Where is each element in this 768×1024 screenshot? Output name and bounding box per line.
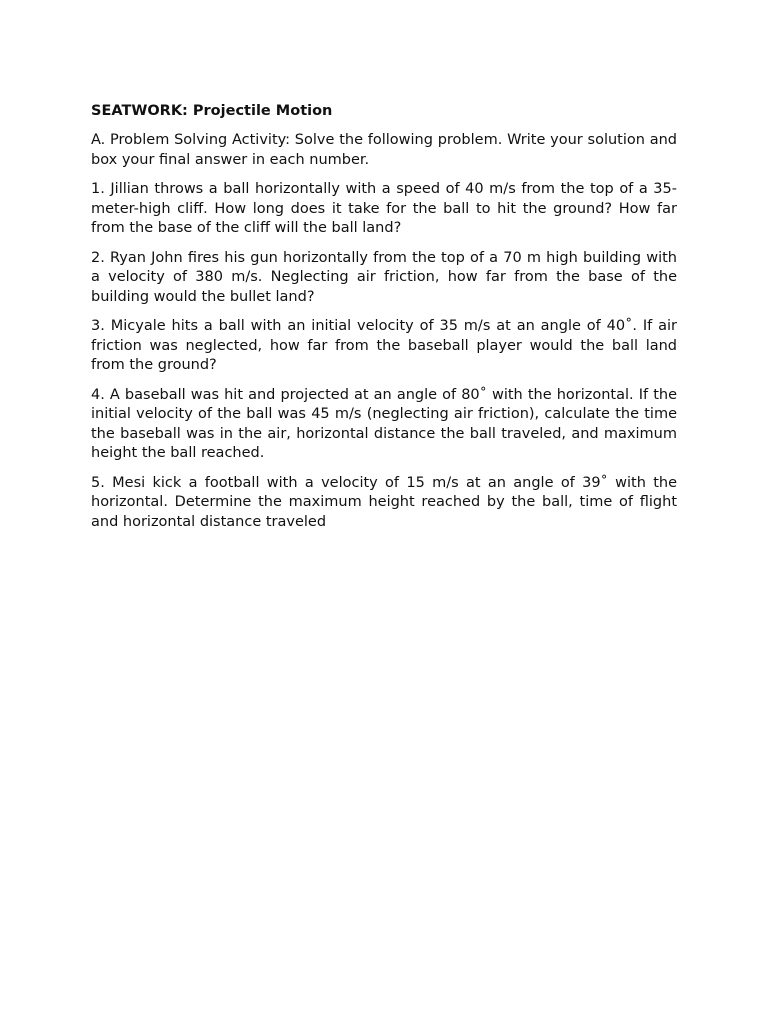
instructions-paragraph: A. Problem Solving Activity: Solve the following problem. Write your solution and box your final answer in each number. — [91, 132, 677, 168]
problem-3: 3. Micyale hits a ball with an initial velocity of 35 m/s at an angle of 40˚. If air friction was neglected, how far from the baseball player would the ball land from the ground? — [91, 318, 677, 373]
document-title: SEATWORK: Projectile Motion — [91, 103, 333, 119]
document-body — [91, 101, 677, 542]
problem-1: 1. Jillian throws a ball horizontally with a speed of 40 m/s from the top of a 35-meter-high cliff. How long does it take for the ball to hit the ground? How far from the base of the cliff will the ball land? — [91, 181, 677, 236]
problem-5: 5. Mesi kick a football with a velocity of 15 m/s at an angle of 39˚ with the horizontal. Determine the maximum height reached by the ball, time of flight and horizontal distance traveled — [91, 474, 677, 530]
problem-2: 2. Ryan John fires his gun horizontally from the top of a 70 m high building with a velocity of 380 m/s. Neglecting air friction, how far from the base of the building would the bullet land? — [91, 249, 677, 305]
problem-4: 4. A baseball was hit and projected at an angle of 80˚ with the horizontal. If the initial velocity of the ball was 45 m/s (neglecting air friction), calculate the time the baseball was in the air, horizontal distance the ball traveled, and maximum height the ball reached. — [91, 386, 677, 461]
